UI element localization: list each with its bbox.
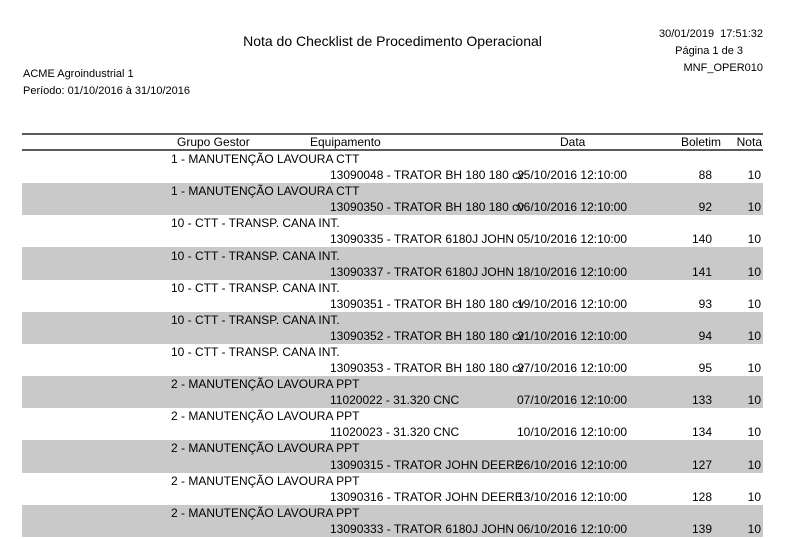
- equipamento-cell: 13090353 - TRATOR BH 180 180 cv: [330, 361, 525, 376]
- nota-cell: 10: [747, 328, 761, 343]
- company-block: [23, 66, 190, 100]
- data-cell: 07/10/2016 12:10:00: [517, 393, 628, 408]
- table-row: [22, 280, 763, 312]
- boletim-cell: 141: [691, 264, 712, 279]
- data-cell: 18/10/2016 12:10:00: [517, 264, 628, 279]
- data-cell: 26/10/2016 12:10:00: [517, 457, 628, 472]
- equipamento-cell: 11020023 - 31.320 CNC: [330, 425, 460, 440]
- page-title: Nota do Checklist de Procedimento Operacional: [243, 33, 542, 49]
- equipment-line: [22, 360, 763, 376]
- data-cell: 06/10/2016 12:10:00: [517, 200, 628, 215]
- grupo-gestor-cell: 1 - MANUTENÇÃO LAVOURA CTT: [171, 184, 360, 199]
- table-row: [22, 473, 763, 505]
- equipamento-cell: 13090335 - TRATOR 6180J JOHN: [330, 232, 515, 247]
- table-header-row: [22, 135, 763, 151]
- boletim-cell: 94: [698, 328, 712, 343]
- data-cell: 21/10/2016 12:10:00: [517, 328, 628, 343]
- data-cell: 05/10/2016 12:10:00: [517, 232, 628, 247]
- data-cell: 13/10/2016 12:10:00: [517, 489, 628, 504]
- group-line: [22, 280, 763, 296]
- boletim-cell: 127: [691, 457, 712, 472]
- group-line: [22, 247, 763, 263]
- equipamento-cell: 13090315 - TRATOR JOHN DEERE: [330, 457, 523, 472]
- boletim-cell: 140: [691, 232, 712, 247]
- group-line: [22, 376, 763, 392]
- grupo-gestor-cell: 2 - MANUTENÇÃO LAVOURA PPT: [171, 505, 360, 520]
- data-cell: 06/10/2016 12:10:00: [517, 521, 628, 536]
- grupo-gestor-cell: 2 - MANUTENÇÃO LAVOURA PPT: [171, 409, 360, 424]
- table-row: [22, 440, 763, 472]
- equipamento-cell: 13090337 - TRATOR 6180J JOHN: [330, 264, 515, 279]
- group-line: [22, 312, 763, 328]
- report-meta-block: [659, 26, 763, 77]
- equipment-line: [22, 296, 763, 312]
- equipment-line: [22, 424, 763, 440]
- data-cell: 25/10/2016 12:10:00: [517, 168, 628, 183]
- column-header-grupo-gestor: Grupo Gestor: [177, 135, 250, 149]
- nota-cell: 10: [747, 361, 761, 376]
- table-row: [22, 247, 763, 279]
- nota-cell: 10: [747, 264, 761, 279]
- nota-cell: 10: [747, 489, 761, 504]
- grupo-gestor-cell: 2 - MANUTENÇÃO LAVOURA PPT: [171, 473, 360, 488]
- equipment-line: [22, 231, 763, 247]
- boletim-cell: 93: [698, 296, 712, 311]
- column-header-nota: Nota: [736, 135, 762, 149]
- equipment-line: [22, 264, 763, 280]
- table-row: [22, 215, 763, 247]
- boletim-cell: 88: [698, 168, 712, 183]
- grupo-gestor-cell: 1 - MANUTENÇÃO LAVOURA CTT: [171, 152, 360, 167]
- nota-cell: 10: [747, 168, 761, 183]
- boletim-cell: 139: [691, 521, 712, 536]
- nota-cell: 10: [747, 200, 761, 215]
- page-number: Página 1 de 3: [675, 45, 743, 57]
- equipment-line: [22, 392, 763, 408]
- group-line: [22, 183, 763, 199]
- data-cell: 27/10/2016 12:10:00: [517, 361, 628, 376]
- report-code: MNF_OPER010: [683, 62, 763, 74]
- grupo-gestor-cell: 10 - CTT - TRANSP. CANA INT.: [171, 280, 340, 295]
- equipment-line: [22, 199, 763, 215]
- nota-cell: 10: [747, 393, 761, 408]
- grupo-gestor-cell: 10 - CTT - TRANSP. CANA INT.: [171, 248, 340, 263]
- table-row: [22, 408, 763, 440]
- boletim-cell: 95: [698, 361, 712, 376]
- equipamento-cell: 13090352 - TRATOR BH 180 180 cv: [330, 328, 525, 343]
- equipamento-cell: 13090048 - TRATOR BH 180 180 cv: [330, 168, 525, 183]
- group-line: [22, 473, 763, 489]
- company-name: ACME Agroindustrial 1: [23, 68, 134, 80]
- equipamento-cell: 11020022 - 31.320 CNC: [330, 393, 460, 408]
- group-line: [22, 440, 763, 456]
- grupo-gestor-cell: 2 - MANUTENÇÃO LAVOURA PPT: [171, 441, 360, 456]
- boletim-cell: 128: [691, 489, 712, 504]
- grupo-gestor-cell: 10 - CTT - TRANSP. CANA INT.: [171, 312, 340, 327]
- column-header-data: Data: [560, 135, 586, 149]
- table-row: [22, 344, 763, 376]
- column-header-equipamento: Equipamento: [310, 135, 381, 149]
- grupo-gestor-cell: 10 - CTT - TRANSP. CANA INT.: [171, 216, 340, 231]
- column-header-boletim: Boletim: [680, 135, 721, 149]
- report-period: Período: 01/10/2016 à 31/10/2016: [23, 85, 190, 97]
- table-row: [22, 505, 763, 537]
- boletim-cell: 92: [698, 200, 712, 215]
- equipment-line: [22, 328, 763, 344]
- generated-datetime: 30/01/2019 17:51:32: [659, 28, 763, 40]
- equipamento-cell: 13090316 - TRATOR JOHN DEERE: [330, 489, 523, 504]
- data-cell: 19/10/2016 12:10:00: [517, 296, 628, 311]
- checklist-table: [22, 133, 763, 537]
- boletim-cell: 133: [691, 393, 712, 408]
- table-body: [22, 151, 763, 537]
- table-row: [22, 312, 763, 344]
- nota-cell: 10: [747, 232, 761, 247]
- group-line: [22, 215, 763, 231]
- group-line: [22, 408, 763, 424]
- nota-cell: 10: [747, 521, 761, 536]
- nota-cell: 10: [747, 457, 761, 472]
- group-line: [22, 505, 763, 521]
- data-cell: 10/10/2016 12:10:00: [517, 425, 628, 440]
- group-line: [22, 151, 763, 167]
- table-row: [22, 183, 763, 215]
- equipment-line: [22, 167, 763, 183]
- equipamento-cell: 13090333 - TRATOR 6180J JOHN: [330, 521, 515, 536]
- equipment-line: [22, 489, 763, 505]
- table-row: [22, 151, 763, 183]
- nota-cell: 10: [747, 425, 761, 440]
- nota-cell: 10: [747, 296, 761, 311]
- table-row: [22, 376, 763, 408]
- grupo-gestor-cell: 10 - CTT - TRANSP. CANA INT.: [171, 344, 340, 359]
- equipment-line: [22, 456, 763, 472]
- group-line: [22, 344, 763, 360]
- boletim-cell: 134: [691, 425, 712, 440]
- equipment-line: [22, 521, 763, 537]
- equipamento-cell: 13090350 - TRATOR BH 180 180 cv: [330, 200, 525, 215]
- equipamento-cell: 13090351 - TRATOR BH 180 180 cv: [330, 296, 525, 311]
- grupo-gestor-cell: 2 - MANUTENÇÃO LAVOURA PPT: [171, 377, 360, 392]
